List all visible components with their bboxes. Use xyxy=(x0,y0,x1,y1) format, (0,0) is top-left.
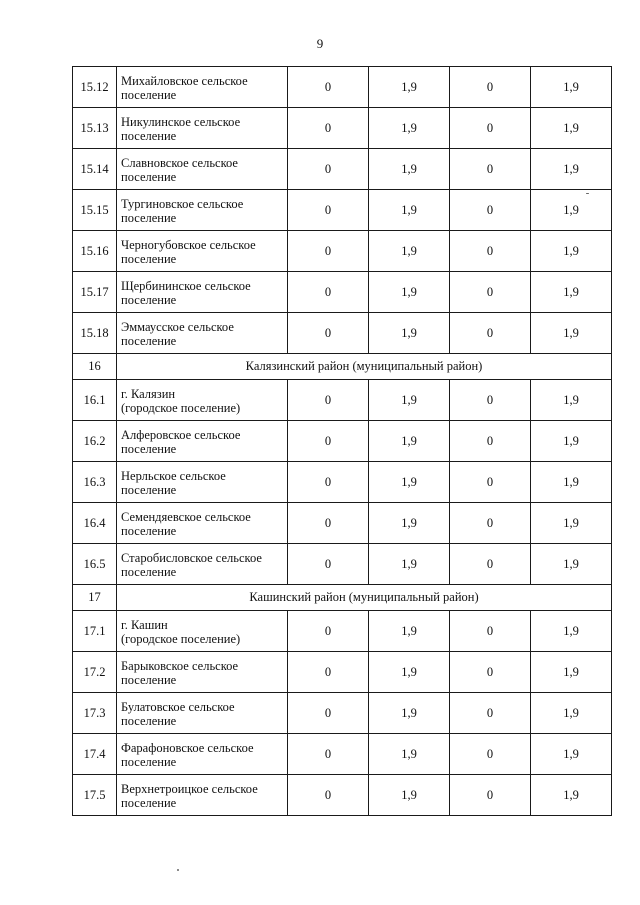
table-row xyxy=(73,652,612,693)
value-cell-1: 0 xyxy=(288,652,369,693)
value-cell-3: 0 xyxy=(450,272,531,313)
value-cell-3: 0 xyxy=(450,734,531,775)
value-cell-1: 0 xyxy=(288,421,369,462)
value-cell-1: 0 xyxy=(288,380,369,421)
value-cell-2: 1,9 xyxy=(369,380,450,421)
table-row xyxy=(73,272,612,313)
value-cell-3: 0 xyxy=(450,652,531,693)
value-cell-3: 0 xyxy=(450,503,531,544)
section-number: 17 xyxy=(73,585,117,611)
settlement-name: Верхнетроицкое сельское поселение xyxy=(121,781,258,810)
value-cell-1: 0 xyxy=(288,611,369,652)
settlement-name-cell xyxy=(117,775,288,816)
value-cell-4: 1,9 xyxy=(531,67,612,108)
value-cell-3: 0 xyxy=(450,775,531,816)
table-row xyxy=(73,611,612,652)
settlement-name-cell xyxy=(117,503,288,544)
settlement-name: г. Кашин (городское поселение) xyxy=(121,617,241,646)
table-row xyxy=(73,462,612,503)
table-row xyxy=(73,503,612,544)
value-cell-2: 1,9 xyxy=(369,231,450,272)
value-cell-1: 0 xyxy=(288,775,369,816)
settlement-name: Булатовское сельское поселение xyxy=(121,699,235,728)
settlement-name: Славновское сельское поселение xyxy=(121,155,238,184)
value-cell-3: 0 xyxy=(450,231,531,272)
settlement-name: Михайловское сельское поселение xyxy=(121,73,248,102)
value-cell-4: 1,9 xyxy=(531,272,612,313)
table-body xyxy=(73,67,612,816)
value-cell-4: 1,9 xyxy=(531,190,612,231)
value-cell-4: 1,9 xyxy=(531,734,612,775)
table-row xyxy=(73,734,612,775)
value-cell-1: 0 xyxy=(288,272,369,313)
settlement-name-cell xyxy=(117,421,288,462)
row-number: 16.1 xyxy=(73,380,117,421)
settlement-name-cell xyxy=(117,652,288,693)
value-cell-1: 0 xyxy=(288,231,369,272)
row-number: 15.17 xyxy=(73,272,117,313)
value-cell-4: 1,9 xyxy=(531,380,612,421)
value-cell-2: 1,9 xyxy=(369,775,450,816)
value-cell-2: 1,9 xyxy=(369,652,450,693)
value-cell-2: 1,9 xyxy=(369,67,450,108)
settlement-name: Черногубовское сельское поселение xyxy=(121,237,256,266)
settlement-name-cell xyxy=(117,231,288,272)
value-cell-2: 1,9 xyxy=(369,190,450,231)
section-number: 16 xyxy=(73,354,117,380)
settlement-name-cell xyxy=(117,149,288,190)
settlement-name: Алферовское сельское поселение xyxy=(121,427,241,456)
value-cell-1: 0 xyxy=(288,190,369,231)
section-header-row xyxy=(73,354,612,380)
settlement-name: Нерльское сельское поселение xyxy=(121,468,226,497)
value-cell-1: 0 xyxy=(288,67,369,108)
value-cell-4: 1,9 xyxy=(531,693,612,734)
value-cell-3: 0 xyxy=(450,611,531,652)
value-cell-4: 1,9 xyxy=(531,544,612,585)
table-row xyxy=(73,190,612,231)
settlement-name-cell xyxy=(117,313,288,354)
value-cell-2: 1,9 xyxy=(369,313,450,354)
table-row xyxy=(73,108,612,149)
row-number: 17.1 xyxy=(73,611,117,652)
row-number: 15.15 xyxy=(73,190,117,231)
table-row xyxy=(73,313,612,354)
row-number: 15.14 xyxy=(73,149,117,190)
value-cell-1: 0 xyxy=(288,734,369,775)
settlement-name: г. Калязин (городское поселение) xyxy=(121,386,241,415)
value-cell-4: 1,9 xyxy=(531,313,612,354)
value-cell-3: 0 xyxy=(450,693,531,734)
row-number: 16.5 xyxy=(73,544,117,585)
scan-speck xyxy=(586,193,589,194)
section-header-row xyxy=(73,585,612,611)
settlement-name: Тургиновское сельское поселение xyxy=(121,196,244,225)
section-title: Калязинский район (муниципальный район) xyxy=(117,354,612,380)
value-cell-1: 0 xyxy=(288,149,369,190)
settlement-name-cell xyxy=(117,272,288,313)
row-number: 16.4 xyxy=(73,503,117,544)
value-cell-4: 1,9 xyxy=(531,652,612,693)
table-row xyxy=(73,421,612,462)
value-cell-3: 0 xyxy=(450,108,531,149)
row-number: 17.5 xyxy=(73,775,117,816)
settlement-name-cell xyxy=(117,462,288,503)
value-cell-3: 0 xyxy=(450,421,531,462)
table-row xyxy=(73,775,612,816)
value-cell-2: 1,9 xyxy=(369,272,450,313)
settlement-name: Старобисловское сельское поселение xyxy=(121,550,262,579)
data-table xyxy=(72,66,612,816)
scan-speck xyxy=(177,869,179,871)
settlement-name-cell xyxy=(117,544,288,585)
row-number: 15.12 xyxy=(73,67,117,108)
settlement-name-cell xyxy=(117,693,288,734)
table-row xyxy=(73,544,612,585)
value-cell-2: 1,9 xyxy=(369,503,450,544)
row-number: 17.3 xyxy=(73,693,117,734)
settlement-name: Фарафоновское сельское поселение xyxy=(121,740,254,769)
value-cell-4: 1,9 xyxy=(531,421,612,462)
page-number: 9 xyxy=(316,36,324,51)
settlement-name: Никулинское сельское поселение xyxy=(121,114,241,143)
settlement-name: Семендяевское сельское поселение xyxy=(121,509,251,538)
settlement-name-cell xyxy=(117,380,288,421)
value-cell-4: 1,9 xyxy=(531,775,612,816)
value-cell-4: 1,9 xyxy=(531,503,612,544)
settlement-name-cell xyxy=(117,734,288,775)
value-cell-4: 1,9 xyxy=(531,231,612,272)
value-cell-4: 1,9 xyxy=(531,462,612,503)
value-cell-2: 1,9 xyxy=(369,421,450,462)
table-row xyxy=(73,693,612,734)
value-cell-2: 1,9 xyxy=(369,734,450,775)
value-cell-2: 1,9 xyxy=(369,462,450,503)
row-number: 16.3 xyxy=(73,462,117,503)
value-cell-4: 1,9 xyxy=(531,149,612,190)
value-cell-3: 0 xyxy=(450,462,531,503)
row-number: 17.4 xyxy=(73,734,117,775)
row-number: 15.18 xyxy=(73,313,117,354)
value-cell-2: 1,9 xyxy=(369,544,450,585)
value-cell-1: 0 xyxy=(288,108,369,149)
value-cell-4: 1,9 xyxy=(531,611,612,652)
settlement-name: Барыковское сельское поселение xyxy=(121,658,239,687)
value-cell-1: 0 xyxy=(288,693,369,734)
value-cell-2: 1,9 xyxy=(369,108,450,149)
settlement-name-cell xyxy=(117,108,288,149)
settlement-name-cell xyxy=(117,611,288,652)
row-number: 15.13 xyxy=(73,108,117,149)
value-cell-1: 0 xyxy=(288,462,369,503)
settlement-name: Щербининское сельское поселение xyxy=(121,278,251,307)
table-row xyxy=(73,149,612,190)
value-cell-1: 0 xyxy=(288,313,369,354)
table-row xyxy=(73,380,612,421)
value-cell-2: 1,9 xyxy=(369,611,450,652)
row-number: 17.2 xyxy=(73,652,117,693)
value-cell-3: 0 xyxy=(450,380,531,421)
value-cell-3: 0 xyxy=(450,190,531,231)
value-cell-3: 0 xyxy=(450,544,531,585)
settlement-name: Эммаусское сельское поселение xyxy=(121,319,234,348)
section-title: Кашинский район (муниципальный район) xyxy=(117,585,612,611)
value-cell-2: 1,9 xyxy=(369,693,450,734)
table-row xyxy=(73,67,612,108)
row-number: 15.16 xyxy=(73,231,117,272)
value-cell-3: 0 xyxy=(450,149,531,190)
value-cell-3: 0 xyxy=(450,313,531,354)
row-number: 16.2 xyxy=(73,421,117,462)
settlement-name-cell xyxy=(117,190,288,231)
value-cell-3: 0 xyxy=(450,67,531,108)
table-row xyxy=(73,231,612,272)
value-cell-4: 1,9 xyxy=(531,108,612,149)
value-cell-2: 1,9 xyxy=(369,149,450,190)
settlement-name-cell xyxy=(117,67,288,108)
value-cell-1: 0 xyxy=(288,544,369,585)
value-cell-1: 0 xyxy=(288,503,369,544)
